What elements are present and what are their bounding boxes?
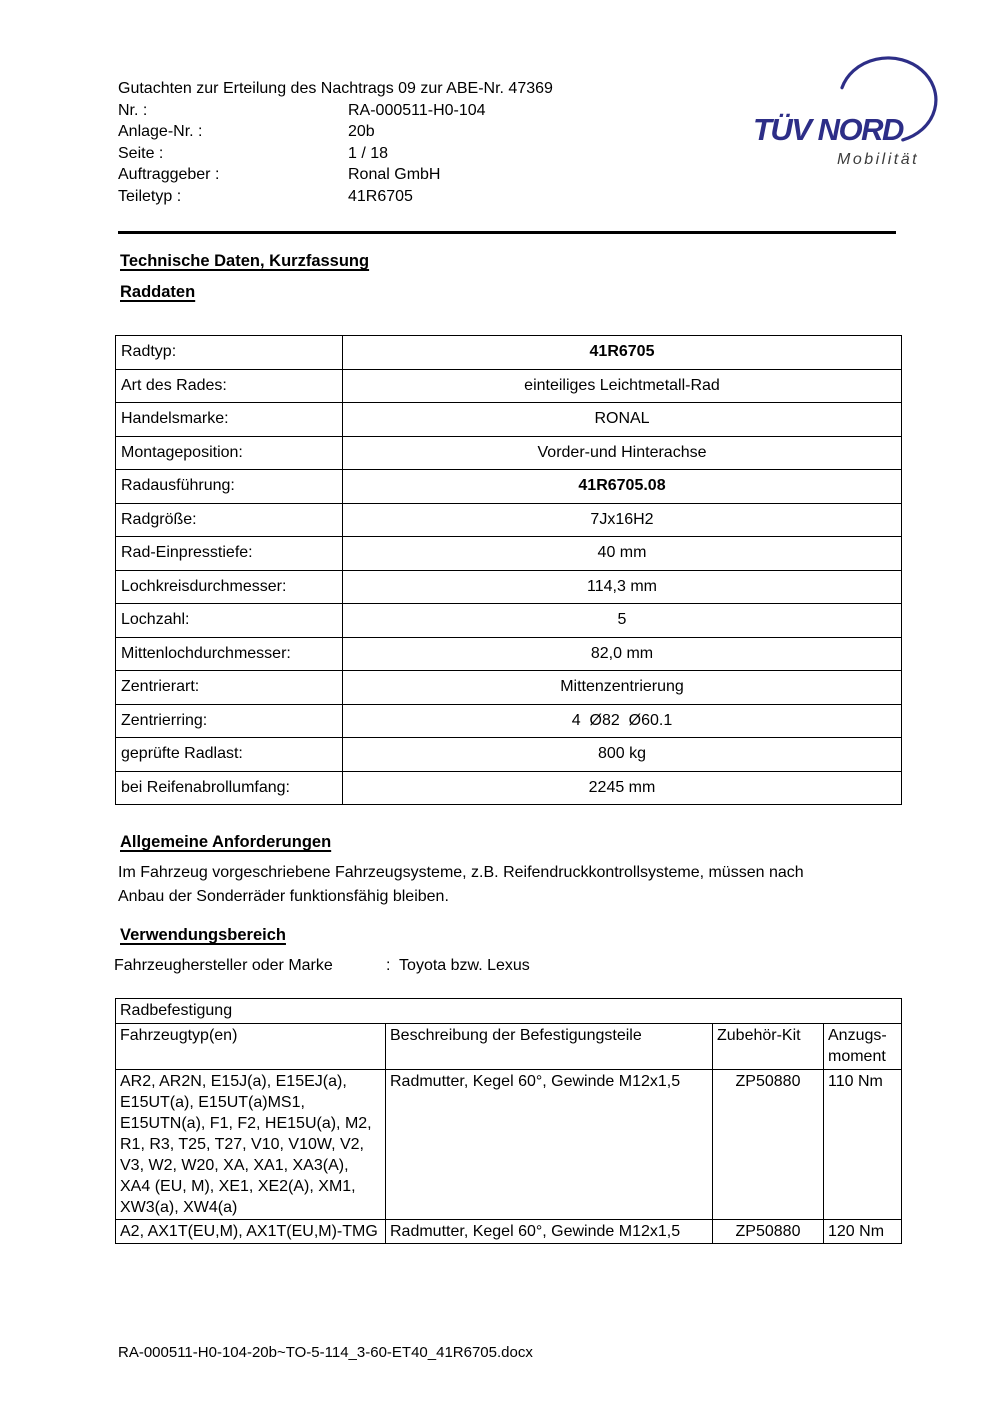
radbefestigung-table-body [116,999,902,1244]
raddaten-row [116,537,902,571]
logo-brand: TÜV NORD [753,112,903,147]
raddaten-row [116,604,902,638]
allgemeine-anforderungen-text: Im Fahrzeug vorgeschriebene Fahrzeugsysteme, z.B. Reifendruckkontrollsysteme, müssen nach Anbau der Sonderräder funktionsfähig bleiben. [118,864,804,905]
raddaten-row [116,771,902,805]
raddaten-row [116,470,902,504]
raddaten-value: 7Jx16H2 [343,503,902,537]
raddaten-value: 800 kg [343,738,902,772]
column-header: Anzugs-moment [824,1024,902,1070]
raddaten-row [116,436,902,470]
header-field-label: Seite : [118,144,164,162]
header-field-row [118,143,553,165]
header-field-label: Anlage-Nr. : [118,123,203,140]
radbefestigung-row [116,1220,902,1244]
radbefestigung-title: Radbefestigung [116,999,902,1024]
raddaten-value: einteiliges Leichtmetall-Rad [343,369,902,403]
header-field-value: 1 / 18 [348,144,389,162]
header-field-value: RA-000511-H0-104 [348,101,486,119]
radbefestigung-title-row [116,999,902,1024]
document-header [118,78,553,207]
raddaten-row [116,570,902,604]
section-heading-technische-daten: Technische Daten, Kurzfassung [120,252,370,270]
section-heading-allgemeine-anforderungen: Allgemeine Anforderungen [120,833,332,851]
header-field-row [118,121,553,143]
raddaten-row [116,503,902,537]
logo-subtitle: Mobilität [837,151,920,168]
raddaten-label: Zentrierart: [116,671,343,705]
header-field-row [118,186,553,208]
raddaten-table-body [116,336,902,805]
fahrzeughersteller-value: : Toyota bzw. Lexus [386,957,530,974]
raddaten-row [116,369,902,403]
header-fields [118,100,553,208]
cell-moment: 120 Nm [824,1220,902,1244]
raddaten-label: Lochzahl: [116,604,343,638]
raddaten-value: 40 mm [343,537,902,571]
raddaten-row [116,704,902,738]
raddaten-label: geprüfte Radlast: [116,738,343,772]
raddaten-value: 82,0 mm [343,637,902,671]
raddaten-row [116,403,902,437]
raddaten-label: Handelsmarke: [116,403,343,437]
raddaten-value: RONAL [343,403,902,437]
fahrzeughersteller-line [114,957,530,975]
raddaten-label: Radgröße: [116,503,343,537]
column-header: Zubehör-Kit [713,1024,824,1070]
raddaten-label: Zentrierring: [116,704,343,738]
header-field-label: Auftraggeber : [118,166,220,183]
raddaten-value: 114,3 mm [343,570,902,604]
cell-beschreibung: Radmutter, Kegel 60°, Gewinde M12x1,5 [386,1070,713,1220]
column-header: Beschreibung der Befestigungsteile [386,1024,713,1070]
raddaten-label: Art des Rades: [116,369,343,403]
raddaten-row [116,671,902,705]
raddaten-value: 5 [343,604,902,638]
raddaten-value: 41R6705 [343,336,902,370]
raddaten-label: bei Reifenabrollumfang: [116,771,343,805]
section-heading-verwendungsbereich: Verwendungsbereich [120,926,286,944]
header-field-value: 41R6705 [348,187,413,205]
header-field-row [118,100,553,122]
tuev-nord-logo [745,50,965,175]
radbefestigung-header-row [116,1024,902,1070]
raddaten-row [116,738,902,772]
raddaten-row [116,336,902,370]
raddaten-label: Mittenlochdurchmesser: [116,637,343,671]
radbefestigung-table [115,998,902,1244]
header-field-value: Ronal GmbH [348,166,441,183]
raddaten-value: 41R6705.08 [343,470,902,504]
header-field-value: 20b [348,123,375,140]
cell-typen: AR2, AR2N, E15J(a), E15EJ(a), E15UT(a), E15UT(a)MS1, E15UTN(a), F1, F2, HE15U(a), M2, R1, R3, T25, T27, V10, V10W, V2, V3, W2, W20, XA, XA1, XA3(A), XA4 (EU, M), XE1, XE2(A), XM1, XW3(a), XW4(a) [116,1070,386,1220]
cell-moment: 110 Nm [824,1070,902,1220]
raddaten-table [115,335,902,805]
fahrzeughersteller-label: Fahrzeughersteller oder Marke [114,957,333,974]
header-field-label: Nr. : [118,101,148,119]
column-header: Fahrzeugtyp(en) [116,1024,386,1070]
raddaten-label: Lochkreisdurchmesser: [116,570,343,604]
cell-kit: ZP50880 [713,1220,824,1244]
raddaten-label: Radausführung: [116,470,343,504]
header-divider [118,231,896,234]
document-title: Gutachten zur Erteilung des Nachtrags 09 zur ABE-Nr. 47369 [118,80,553,97]
section-heading-raddaten: Raddaten [120,283,196,301]
header-field-label: Teiletyp : [118,187,182,205]
raddaten-row [116,637,902,671]
raddaten-label: Rad-Einpresstiefe: [116,537,343,571]
cell-typen: A2, AX1T(EU,M), AX1T(EU,M)-TMG [116,1220,386,1244]
header-field-row [118,164,553,186]
cell-kit: ZP50880 [713,1070,824,1220]
radbefestigung-row [116,1070,902,1220]
raddaten-value: 4 Ø82 Ø60.1 [343,704,902,738]
raddaten-label: Radtyp: [116,336,343,370]
footer-filename: RA-000511-H0-104-20b~TO-5-114_3-60-ET40_41R6705.docx [118,1344,533,1361]
raddaten-value: Vorder-und Hinterachse [343,436,902,470]
raddaten-label: Montageposition: [116,436,343,470]
raddaten-value: Mittenzentrierung [343,671,902,705]
cell-beschreibung: Radmutter, Kegel 60°, Gewinde M12x1,5 [386,1220,713,1244]
raddaten-value: 2245 mm [343,771,902,805]
